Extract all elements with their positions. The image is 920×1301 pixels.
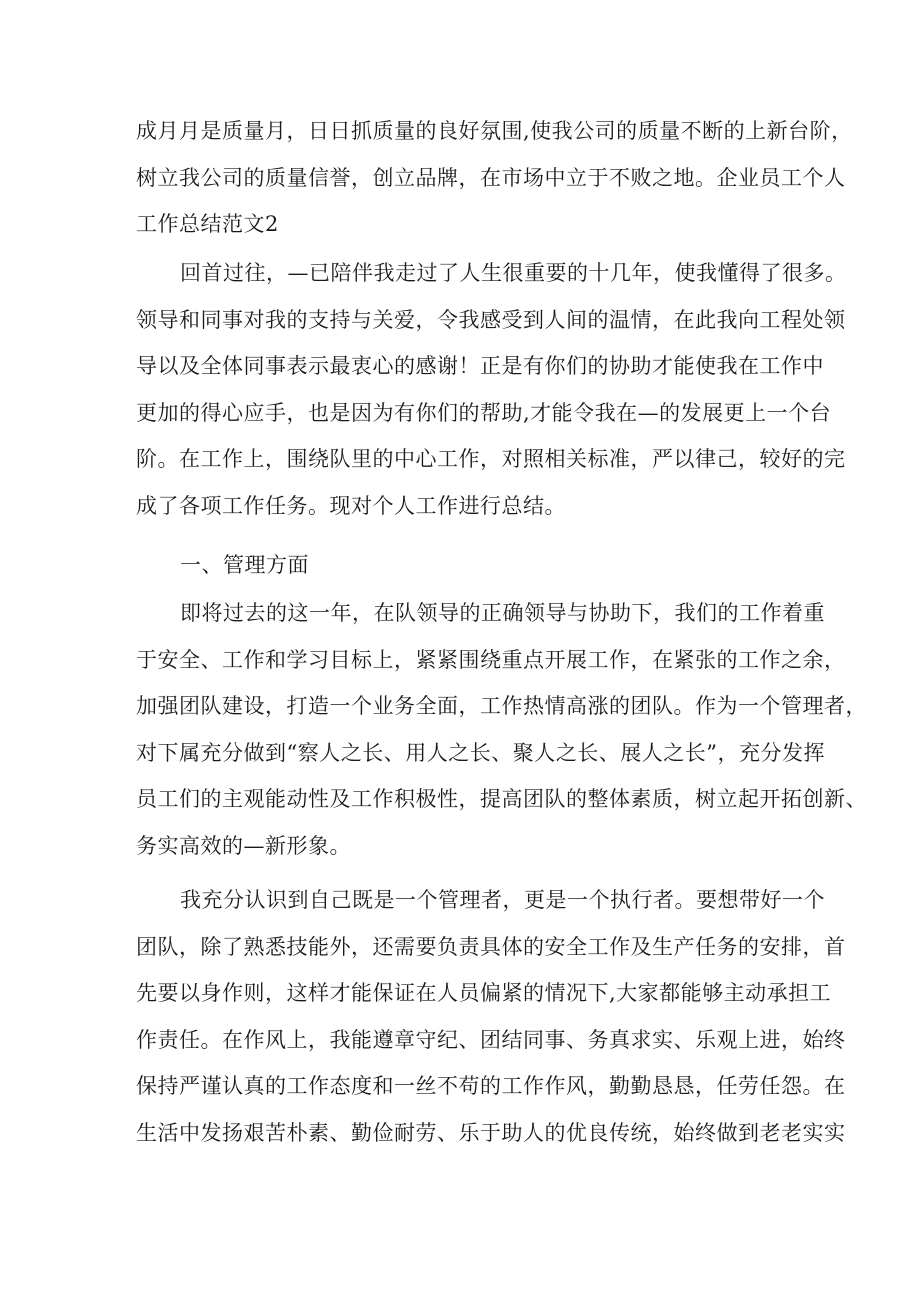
paragraph-line: 加强团队建设，打造一个业务全面，工作热情高涨的团队。作为一个管理者， bbox=[136, 694, 867, 718]
paragraph-line: 阶。在工作上，围绕队里的中心工作，对照相关标准，严以律己，较好的完 bbox=[136, 447, 846, 471]
paragraph-4 bbox=[136, 590, 867, 869]
heading-line: 一、管理方面 bbox=[180, 553, 309, 577]
paragraph-line: 导以及全体同事表示最衷心的感谢！正是有你们的协助才能使我在工作中 bbox=[136, 354, 824, 378]
paragraph-line: 成月月是质量月，日日抓质量的良好氛围,使我公司的质量不断的上新台阶， bbox=[136, 119, 853, 143]
paragraph-line: 先要以身作则，这样才能保证在人员偏紧的情况下,大家都能够主动承担工 bbox=[136, 981, 832, 1005]
paragraph-line: 我充分认识到自己既是一个管理者，更是一个执行者。要想带好一个 bbox=[180, 888, 825, 912]
paragraph-line: 保持严谨认真的工作态度和一丝不苟的工作作风，勤勤恳恳，任劳任怨。在 bbox=[136, 1074, 846, 1098]
paragraph-1 bbox=[136, 108, 853, 248]
paragraph-line: 员工们的主观能动性及工作积极性，提高团队的整体素质，树立起开拓创新、 bbox=[136, 787, 867, 811]
paragraph-line: 树立我公司的质量信誉，创立品牌，在市场中立于不败之地。企业员工个人 bbox=[136, 165, 846, 190]
paragraph-line: 领导和同事对我的支持与关爱，令我感受到人间的温情，在此我向工程处领 bbox=[136, 307, 846, 332]
paragraph-line: 更加的得心应手，也是因为有你们的帮助,才能令我在—的发展更上一个台 bbox=[136, 400, 832, 425]
paragraph-line: 务实高效的—新形象。 bbox=[136, 833, 351, 858]
paragraph-line: 成了各项工作任务。现对个人工作进行总结。 bbox=[136, 493, 566, 518]
paragraph-line: 工作总结范文2 bbox=[136, 212, 279, 236]
paragraph-2 bbox=[136, 250, 847, 529]
paragraph-5 bbox=[136, 877, 846, 1156]
paragraph-line: 即将过去的这一年，在队领导的正确领导与协助下，我们的工作着重 bbox=[180, 601, 825, 625]
paragraph-line: 生活中发扬艰苦朴素、勤俭耐劳、乐于助人的优良传统，始终做到老老实实 bbox=[136, 1120, 846, 1145]
section-heading bbox=[136, 542, 796, 589]
paragraph-line: 于安全、工作和学习目标上，紧紧围绕重点开展工作，在紧张的工作之余， bbox=[136, 647, 846, 672]
paragraph-line: 对下属充分做到“察人之长、用人之长、聚人之长、展人之长”，充分发挥 bbox=[136, 740, 825, 765]
paragraph-line: 作责任。在作风上，我能遵章守纪、团结同事、务真求实、乐观上进，始终 bbox=[136, 1027, 846, 1052]
paragraph-line: 团队，除了熟悉技能外，还需要负责具体的安全工作及生产任务的安排，首 bbox=[136, 934, 846, 959]
paragraph-line: 回首过往，—已陪伴我走过了人生很重要的十几年，使我懂得了很多。 bbox=[180, 261, 847, 285]
